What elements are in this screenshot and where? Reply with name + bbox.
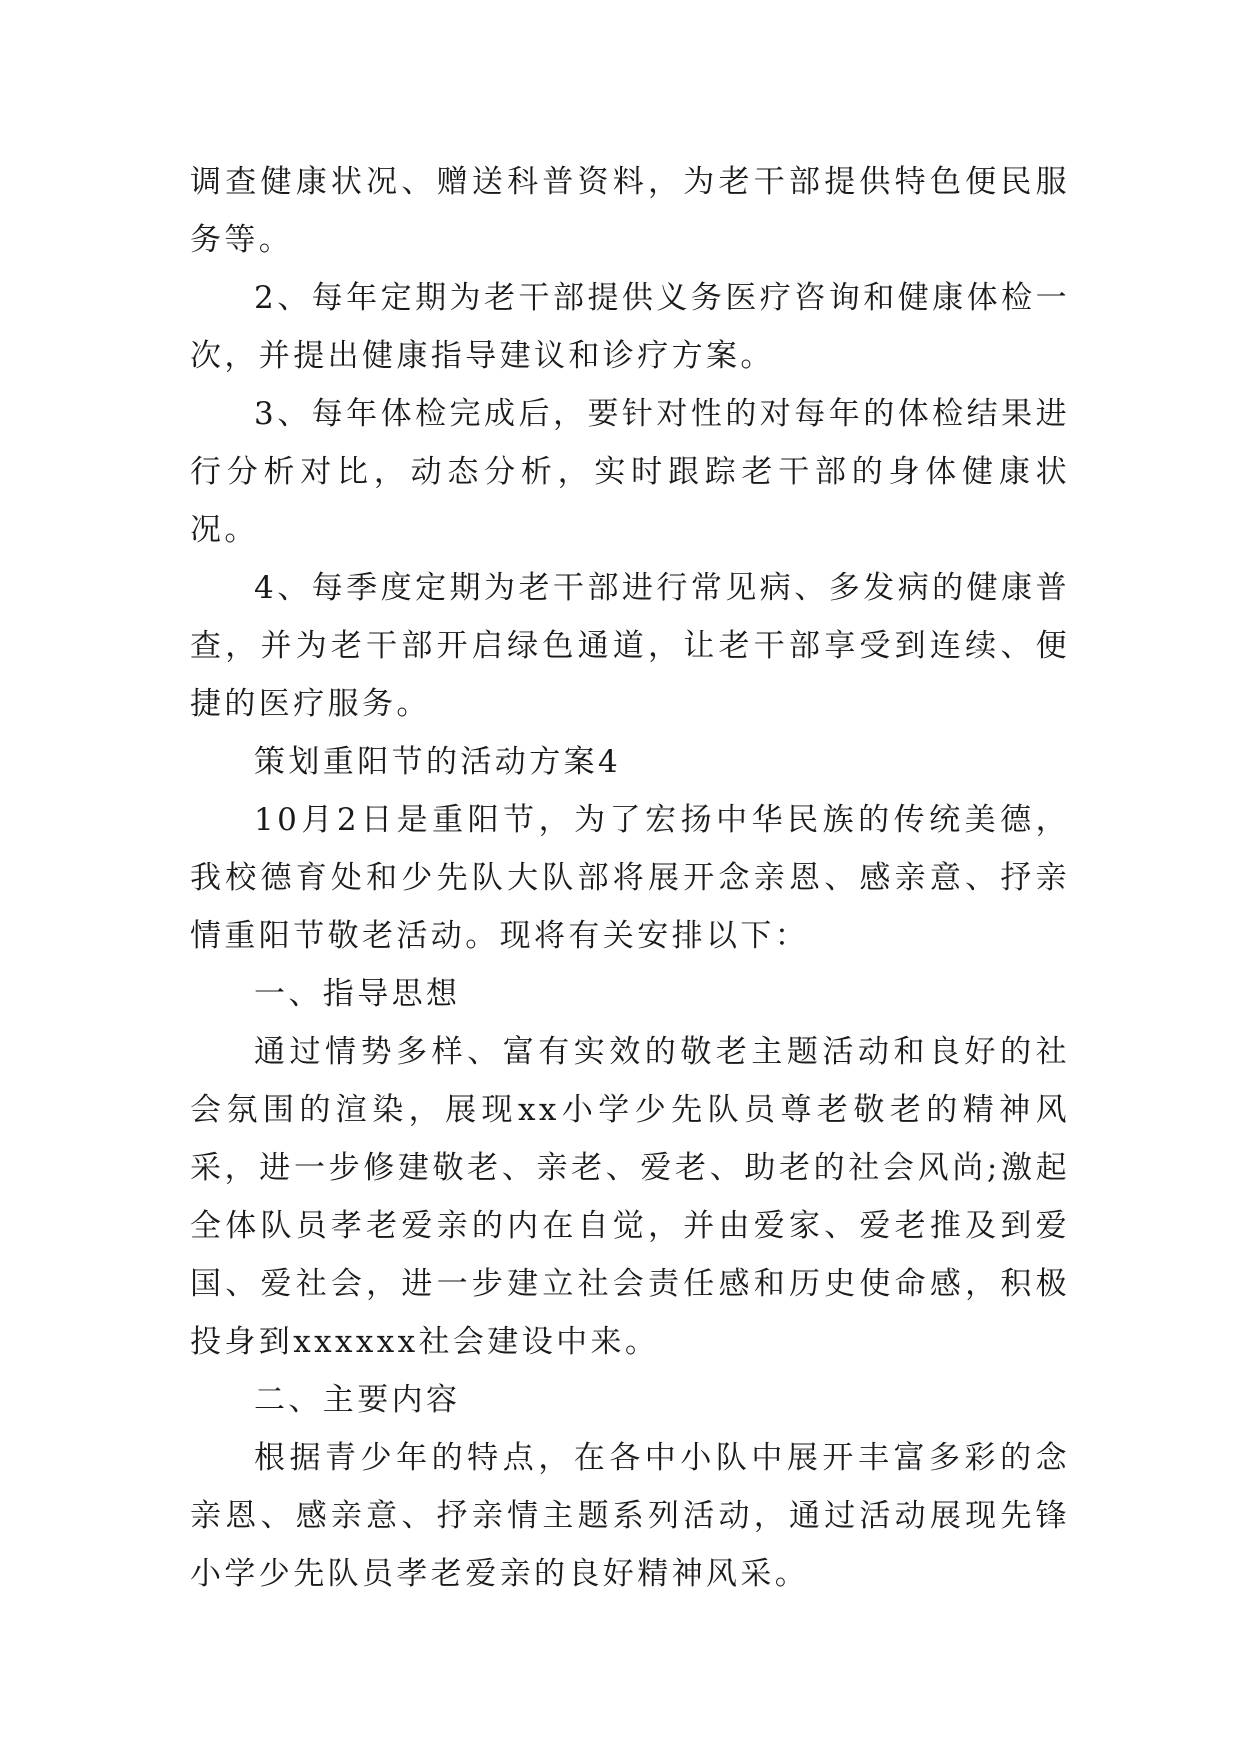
document-body [190,153,1070,1603]
paragraph-item-4: 4、每季度定期为老干部进行常见病、多发病的健康普查，并为老干部开启绿色通道，让老干部享受到连续、便捷的医疗服务。 [190,570,1070,722]
paragraph-item-2: 2、每年定期为老干部提供义务医疗咨询和健康体检一次，并提出健康指导建议和诊疗方案。 [190,280,1070,374]
paragraph-intro: 10月2日是重阳节，为了宏扬中华民族的传统美德，我校德育处和少先队大队部将展开念亲恩、感亲意、抒亲情重阳节敬老活动。现将有关安排以下： [190,802,1070,954]
paragraph-continuation: 调查健康状况、赠送科普资料，为老干部提供特色便民服务等。 [190,164,1070,258]
paragraph-main-content: 根据青少年的特点，在各中小队中展开丰富多彩的念亲恩、感亲意、抒亲情主题系列活动，通过活动展现先锋小学少先队员孝老爱亲的良好精神风采。 [190,1440,1070,1592]
paragraph-item-3: 3、每年体检完成后，要针对性的对每年的体检结果进行分析对比，动态分析，实时跟踪老干部的身体健康状况。 [190,396,1070,548]
section-title: 策划重阳节的活动方案4 [254,744,622,780]
paragraph-guiding-thought: 通过情势多样、富有实效的敬老主题活动和良好的社会氛围的渲染，展现xx小学少先队员尊老敬老的精神风采，进一步修建敬老、亲老、爱老、助老的社会风尚;激起全体队员孝老爱亲的内在自觉，并由爱家、爱老推及到爱国、爱社会，进一步建立社会责任感和历史使命感，积极投身到xxxxxx社会建设中来。 [190,1034,1070,1360]
heading-main-content: 二、主要内容 [254,1382,461,1418]
heading-guiding-thought: 一、指导思想 [254,976,461,1012]
